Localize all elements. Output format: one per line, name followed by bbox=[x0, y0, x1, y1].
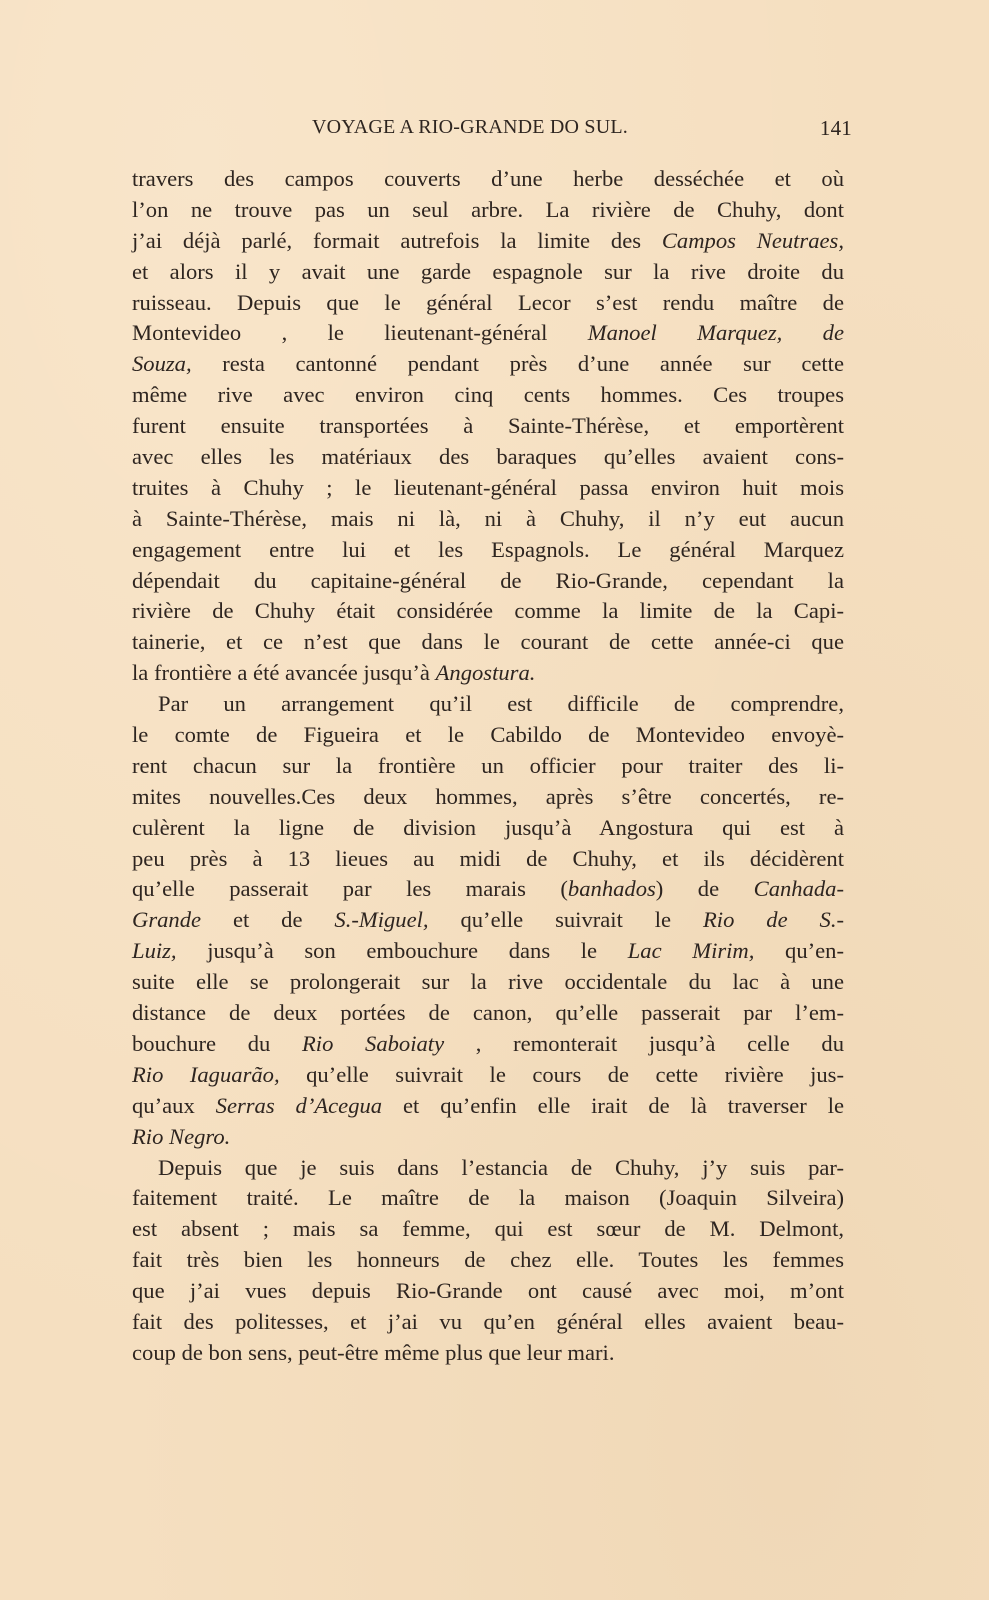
text-line bbox=[132, 1245, 844, 1276]
text-line bbox=[132, 195, 844, 226]
text-line bbox=[132, 1060, 844, 1091]
text-run: dépendait du capitaine-général de Rio-Grande, cependant la bbox=[132, 567, 844, 593]
text-line bbox=[132, 813, 844, 844]
text-run: fait très bien les honneurs de chez elle. Toutes les femmes bbox=[132, 1247, 844, 1273]
italic-text: Luiz, bbox=[132, 938, 177, 964]
text-run: rivière de Chuhy était considérée comme la limite de la Capi- bbox=[132, 598, 844, 624]
text-line bbox=[132, 1276, 844, 1307]
text-line bbox=[132, 874, 844, 905]
text-line bbox=[132, 566, 844, 597]
text-line bbox=[132, 535, 844, 566]
italic-text: S.-Miguel, bbox=[334, 907, 429, 933]
text-run: et qu’enfin elle irait de là traverser le bbox=[382, 1092, 845, 1118]
italic-text: Rio Saboiaty bbox=[302, 1030, 445, 1056]
text-run: avec elles les matériaux des baraques qu’elles avaient cons- bbox=[132, 444, 844, 470]
text-line bbox=[132, 504, 844, 535]
text-run: , remonterait jusqu’à celle du bbox=[444, 1030, 844, 1056]
text-line bbox=[132, 442, 844, 473]
text-line bbox=[132, 844, 844, 875]
text-run: et alors il y avait une garde espagnole sur la rive droite du bbox=[132, 258, 844, 284]
text-line bbox=[132, 658, 844, 689]
text-run: furent ensuite transportées à Sainte-Thérèse, et emportèrent bbox=[132, 413, 844, 439]
text-run: distance de deux portées de canon, qu’elle passerait par l’em- bbox=[132, 1000, 844, 1026]
text-run: suite elle se prolongerait sur la rive occidentale du lac à une bbox=[132, 969, 844, 995]
text-line bbox=[132, 905, 844, 936]
text-line bbox=[132, 1153, 844, 1184]
text-run: à Sainte-Thérèse, mais ni là, ni à Chuhy, il n’y eut aucun bbox=[132, 505, 844, 531]
text-run: faitement traité. Le maître de la maison (Joaquin Silveira) bbox=[132, 1185, 844, 1211]
text-run: ruisseau. Depuis que le général Lecor s’est rendu maître de bbox=[132, 289, 844, 315]
text-line bbox=[132, 689, 844, 720]
text-run: peu près à 13 lieues au midi de Chuhy, et ils décidèrent bbox=[132, 845, 844, 871]
text-run: qu’en- bbox=[754, 938, 844, 964]
text-line bbox=[132, 380, 844, 411]
text-line bbox=[132, 998, 844, 1029]
text-line bbox=[132, 1122, 844, 1153]
running-title: VOYAGE A RIO-GRANDE DO SUL. bbox=[312, 116, 628, 138]
text-run: qu’elle suivrait le cours de cette rivière jus- bbox=[279, 1061, 844, 1087]
text-run: tainerie, et ce n’est que dans le courant de cette année-ci que bbox=[132, 629, 844, 655]
italic-text: Campos Neutraes, bbox=[661, 227, 844, 253]
text-run: rent chacun sur la frontière un officier pour traiter des li- bbox=[132, 752, 844, 778]
text-line bbox=[132, 1183, 844, 1214]
text-line bbox=[132, 226, 844, 257]
italic-text: Canhada- bbox=[753, 876, 844, 902]
text-line bbox=[132, 1307, 844, 1338]
text-run: même rive avec environ cinq cents hommes. Ces troupes bbox=[132, 382, 844, 408]
italic-text: Rio de S.- bbox=[703, 907, 844, 933]
text-run: qu’elle passerait par les marais ( bbox=[132, 876, 568, 902]
text-line bbox=[132, 1091, 844, 1122]
text-run: j’ai déjà parlé, formait autrefois la limite des bbox=[132, 227, 662, 253]
italic-text: Manoel Marquez, de bbox=[587, 320, 844, 346]
italic-text: Lac Mirim, bbox=[627, 938, 755, 964]
italic-text: Souza, bbox=[132, 351, 192, 377]
page-number: 141 bbox=[819, 116, 852, 140]
text-run: et de bbox=[201, 907, 335, 933]
text-run: engagement entre lui et les Espagnols. Le général Marquez bbox=[132, 536, 844, 562]
text-run: le comte de Figueira et le Cabildo de Montevideo envoyè- bbox=[132, 722, 844, 748]
text-run: jusqu’à son embouchure dans le bbox=[176, 938, 628, 964]
italic-text: Angostura. bbox=[435, 660, 536, 686]
text-line bbox=[132, 349, 844, 380]
italic-text: Rio Negro. bbox=[132, 1123, 231, 1149]
text-line bbox=[132, 596, 844, 627]
text-run: resta cantonné pendant près d’une année sur cette bbox=[191, 351, 844, 377]
text-line bbox=[132, 967, 844, 998]
text-line bbox=[132, 1214, 844, 1245]
text-run: fait des politesses, et j’ai vu qu’en général elles avaient beau- bbox=[132, 1308, 844, 1334]
text-run: culèrent la ligne de division jusqu’à Angostura qui est à bbox=[132, 814, 844, 840]
text-run: Montevideo , le lieutenant-général bbox=[132, 320, 588, 346]
text-run: est absent ; mais sa femme, qui est sœur de M. Delmont, bbox=[132, 1216, 844, 1242]
text-line bbox=[132, 751, 844, 782]
text-line bbox=[132, 936, 844, 967]
text-line bbox=[132, 720, 844, 751]
text-run: que j’ai vues depuis Rio-Grande ont causé avec moi, m’ont bbox=[132, 1278, 844, 1304]
text-run: ) de bbox=[655, 876, 754, 902]
italic-text: banhados bbox=[567, 876, 656, 902]
text-run: mites nouvelles.Ces deux hommes, après s’être concertés, re- bbox=[132, 783, 844, 809]
text-run: truites à Chuhy ; le lieutenant-général passa environ huit mois bbox=[132, 474, 844, 500]
text-run: qu’aux bbox=[132, 1092, 216, 1118]
text-line bbox=[132, 257, 844, 288]
text-run: coup de bon sens, peut-être même plus que leur mari. bbox=[132, 1339, 615, 1365]
text-line bbox=[132, 1338, 844, 1369]
text-run: travers des campos couverts d’une herbe desséchée et où bbox=[132, 166, 844, 191]
text-line bbox=[132, 411, 844, 442]
text-run: l’on ne trouve pas un seul arbre. La rivière de Chuhy, dont bbox=[132, 196, 844, 222]
text-line bbox=[132, 782, 844, 813]
text-line bbox=[132, 473, 844, 504]
body-text bbox=[132, 164, 844, 1369]
text-run: qu’elle suivrait le bbox=[428, 907, 703, 933]
text-line bbox=[132, 318, 844, 349]
text-line bbox=[132, 627, 844, 658]
text-run: Par un arrangement qu’il est difficile de comprendre, bbox=[158, 691, 844, 717]
text-line bbox=[132, 1029, 844, 1060]
italic-text: Grande bbox=[132, 907, 202, 933]
text-run: Depuis que je suis dans l’estancia de Chuhy, j’y suis par- bbox=[158, 1154, 844, 1180]
running-header bbox=[132, 116, 852, 144]
text-run: la frontière a été avancée jusqu’à bbox=[132, 660, 436, 686]
text-line bbox=[132, 164, 844, 195]
text-line bbox=[132, 288, 844, 319]
text-run: bouchure du bbox=[132, 1030, 302, 1056]
italic-text: Rio Iaguarão, bbox=[132, 1061, 280, 1087]
italic-text: Serras d’Acegua bbox=[215, 1092, 383, 1118]
